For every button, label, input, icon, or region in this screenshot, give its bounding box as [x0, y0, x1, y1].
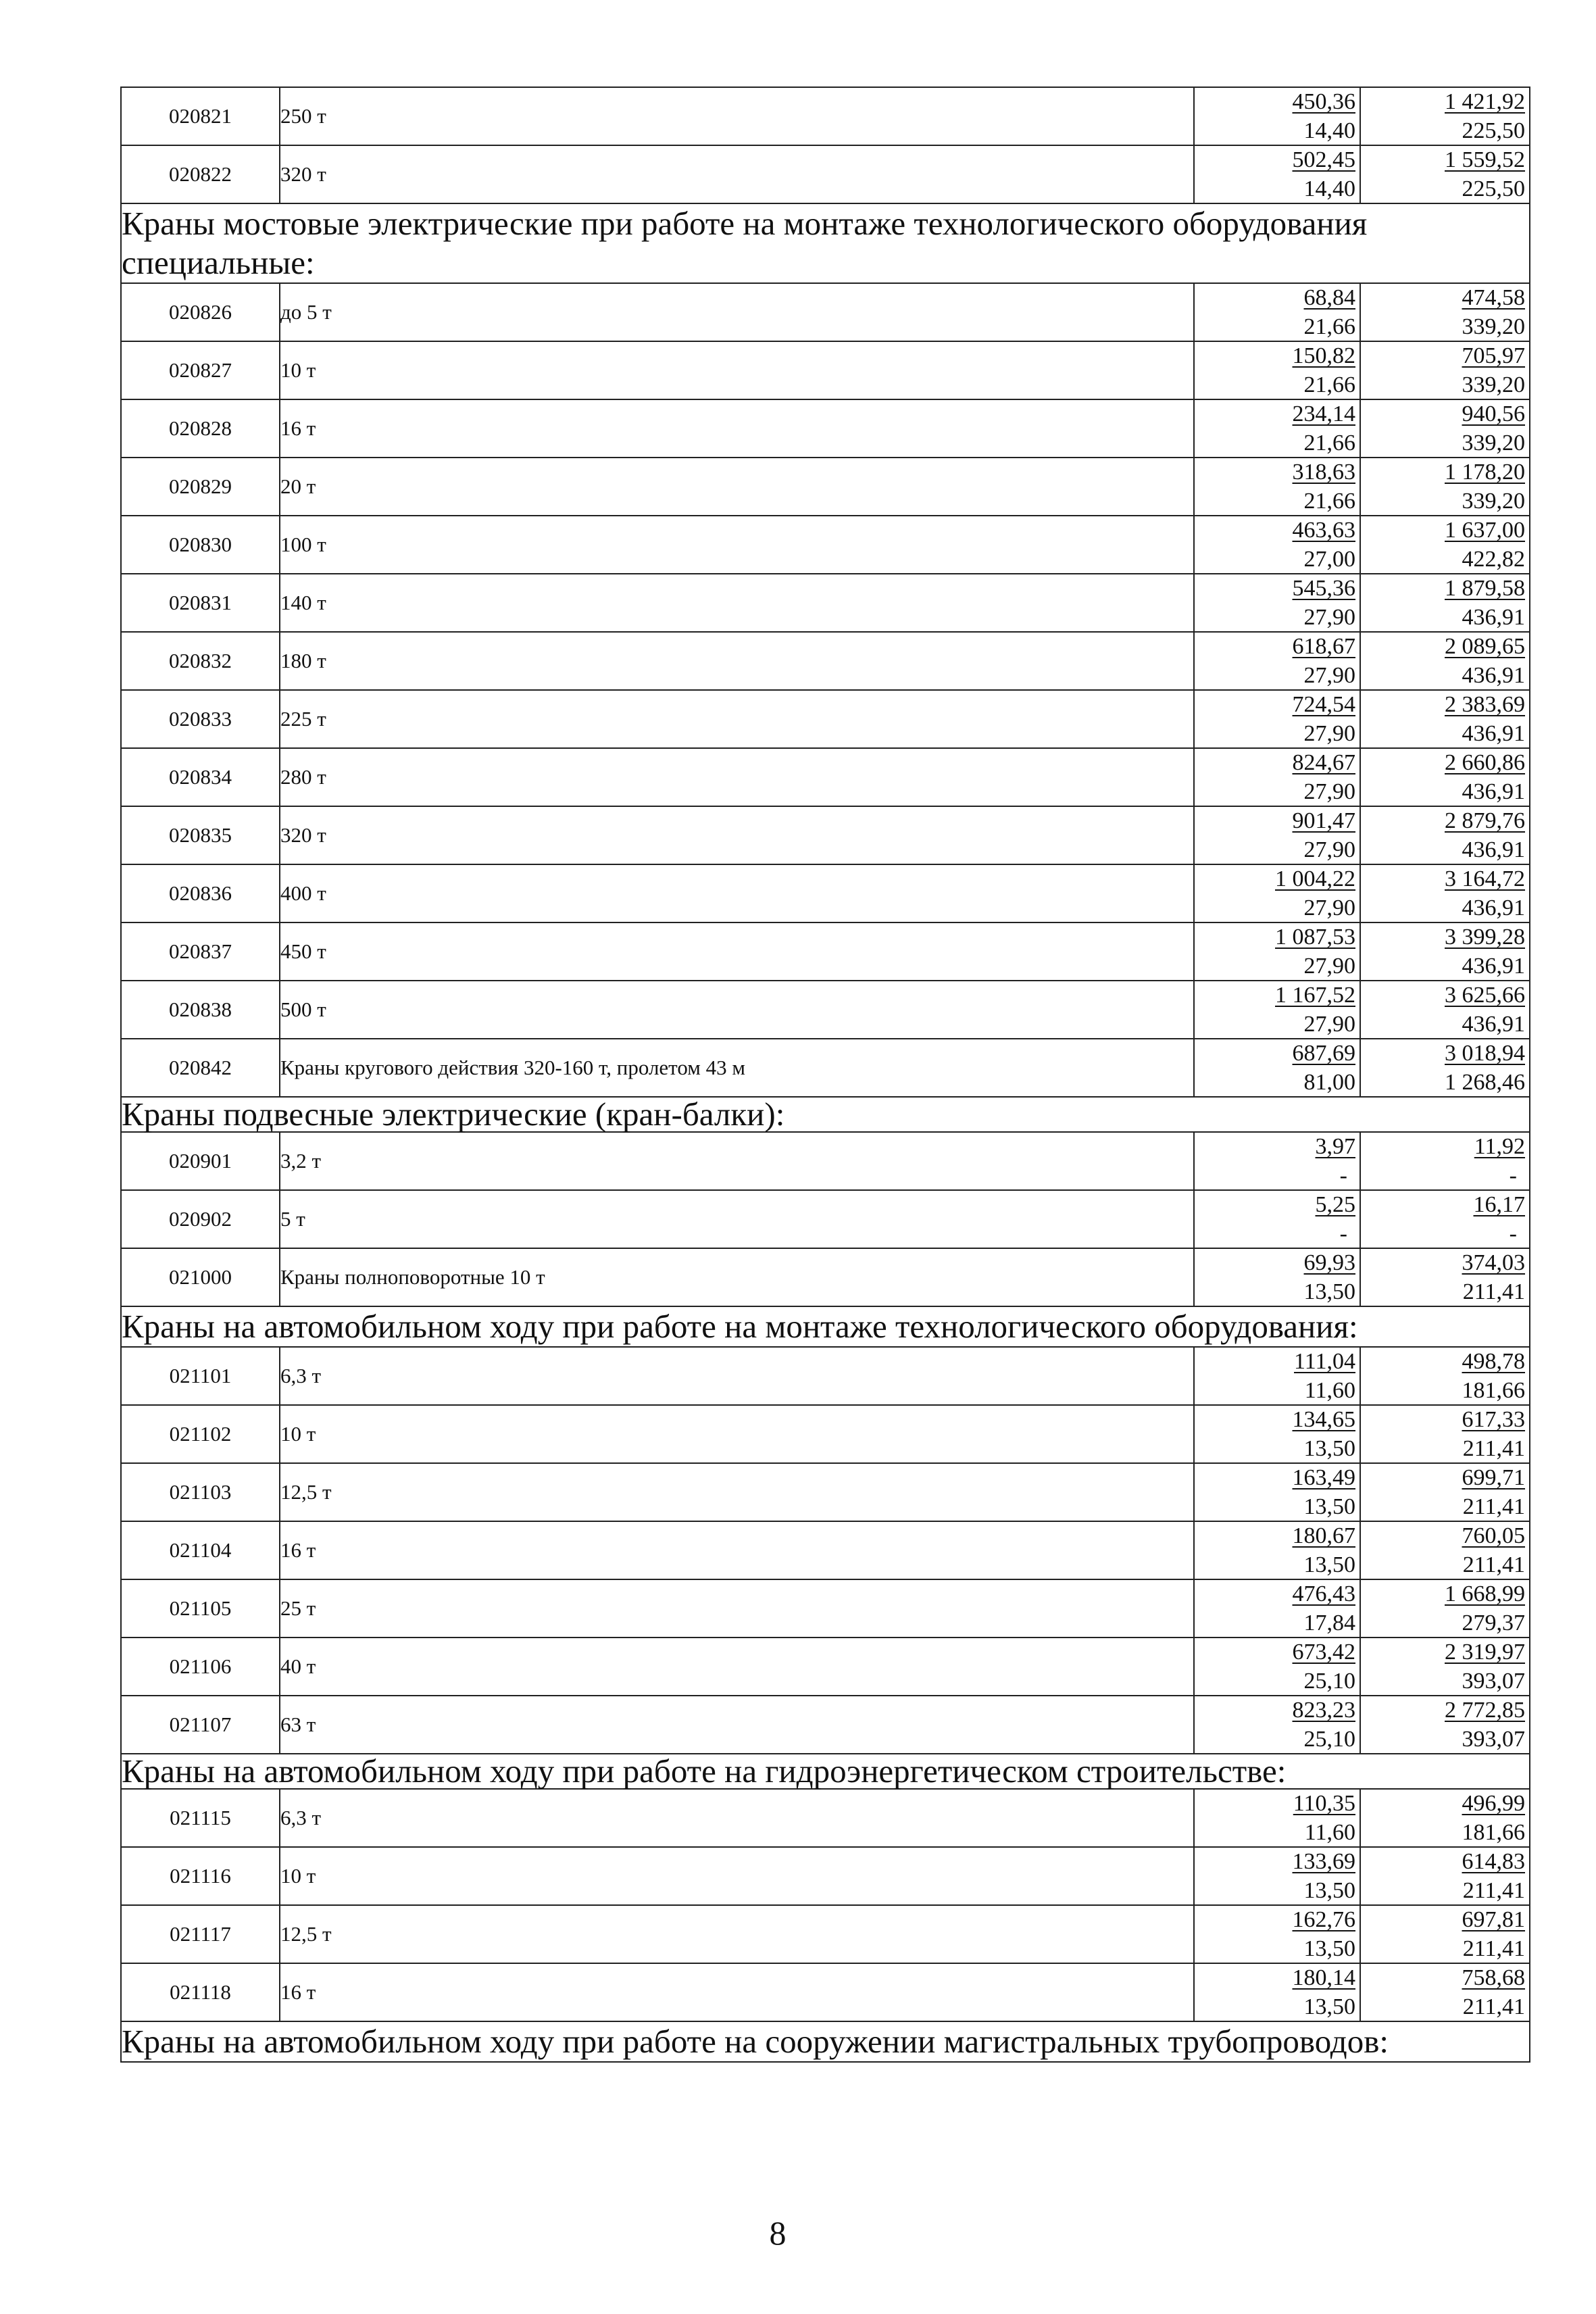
price-value: 1 559,52 [1445, 147, 1525, 172]
price-value: 476,43 [1292, 1581, 1355, 1606]
labor-value: 339,20 [1462, 314, 1525, 339]
price-value: 614,83 [1462, 1849, 1525, 1874]
resource-code: 021104 [121, 1521, 280, 1579]
resource-name: 225 т [280, 690, 1194, 748]
table-row [121, 1039, 1530, 1097]
labor-value: 21,66 [1303, 430, 1355, 456]
labor-value: - [1339, 1221, 1347, 1246]
resource-name: 12,5 т [280, 1905, 1194, 1963]
price-cell-2 [1360, 341, 1530, 399]
labor-value: 211,41 [1462, 1994, 1525, 2019]
price-cell-1 [1194, 1696, 1360, 1754]
price-cell-2 [1360, 574, 1530, 632]
labor-value: 211,41 [1462, 1936, 1525, 1961]
price-cell-2 [1360, 1463, 1530, 1521]
price-value: 724,54 [1292, 692, 1355, 717]
table-row [121, 1132, 1530, 1190]
price-cell-1 [1194, 145, 1360, 203]
price-value: 496,99 [1462, 1791, 1525, 1816]
table-row [121, 1847, 1530, 1905]
price-cell-2 [1360, 632, 1530, 690]
price-value: 1 421,92 [1445, 89, 1525, 114]
resource-name: 320 т [280, 806, 1194, 864]
table-row [121, 574, 1530, 632]
section-header-row [121, 2021, 1530, 2062]
price-value: 11,92 [1474, 1134, 1525, 1159]
labor-value: 27,00 [1303, 547, 1355, 572]
price-value: 474,58 [1462, 285, 1525, 310]
resource-code: 020835 [121, 806, 280, 864]
price-value: 545,36 [1292, 576, 1355, 601]
section-header-row [121, 203, 1530, 283]
labor-value: 436,91 [1462, 1012, 1525, 1037]
resource-name: 16 т [280, 1963, 1194, 2021]
resource-name: 20 т [280, 458, 1194, 516]
resource-code: 021102 [121, 1405, 280, 1463]
labor-value: 211,41 [1462, 1436, 1525, 1461]
resource-code: 021118 [121, 1963, 280, 2021]
price-value: 2 772,85 [1445, 1698, 1525, 1723]
price-cell-1 [1194, 1190, 1360, 1248]
resource-name: Краны полноповоротные 10 т [280, 1248, 1194, 1306]
resource-code: 020831 [121, 574, 280, 632]
price-cell-1 [1194, 1905, 1360, 1963]
price-cell-1 [1194, 1132, 1360, 1190]
price-value: 3 018,94 [1445, 1041, 1525, 1066]
price-cell-1 [1194, 748, 1360, 806]
resource-name: 180 т [280, 632, 1194, 690]
table-row [121, 458, 1530, 516]
price-value: 374,03 [1462, 1250, 1525, 1275]
section-title: Краны на автомобильном ходу при работе на монтаже технологического оборудования: [121, 1306, 1530, 1347]
resource-code: 020821 [121, 87, 280, 145]
price-value: 68,84 [1303, 285, 1355, 310]
price-cell-1 [1194, 1579, 1360, 1638]
resource-name: 320 т [280, 145, 1194, 203]
price-value: 16,17 [1473, 1192, 1525, 1217]
price-value: 234,14 [1292, 401, 1355, 426]
price-cell-2 [1360, 690, 1530, 748]
price-value: 318,63 [1292, 460, 1355, 485]
table-row [121, 341, 1530, 399]
resource-code: 021117 [121, 1905, 280, 1963]
table-row [121, 87, 1530, 145]
price-value: 180,14 [1292, 1965, 1355, 1990]
price-cell-2 [1360, 806, 1530, 864]
price-value: 758,68 [1462, 1965, 1525, 1990]
resource-code: 020830 [121, 516, 280, 574]
resource-code: 020837 [121, 922, 280, 981]
table-row [121, 690, 1530, 748]
labor-value: 339,20 [1462, 489, 1525, 514]
price-cell-1 [1194, 864, 1360, 922]
price-cell-1 [1194, 632, 1360, 690]
price-cell-1 [1194, 1789, 1360, 1847]
resource-name: 10 т [280, 1847, 1194, 1905]
price-value: 1 637,00 [1445, 518, 1525, 543]
table-row [121, 1248, 1530, 1306]
table-row [121, 283, 1530, 341]
price-cell-2 [1360, 1847, 1530, 1905]
price-cell-2 [1360, 1789, 1530, 1847]
price-cell-2 [1360, 1248, 1530, 1306]
resource-code: 020834 [121, 748, 280, 806]
price-cell-2 [1360, 1905, 1530, 1963]
section-header-row [121, 1754, 1530, 1789]
table-row [121, 922, 1530, 981]
price-cell-1 [1194, 574, 1360, 632]
resource-name: 6,3 т [280, 1347, 1194, 1405]
table-row [121, 981, 1530, 1039]
labor-value: 27,90 [1303, 721, 1355, 746]
resource-code: 020829 [121, 458, 280, 516]
price-value: 617,33 [1462, 1407, 1525, 1432]
price-cell-2 [1360, 1638, 1530, 1696]
labor-value: 27,90 [1303, 895, 1355, 920]
resource-name: 16 т [280, 399, 1194, 458]
price-value: 450,36 [1292, 89, 1355, 114]
price-cell-1 [1194, 1039, 1360, 1097]
price-value: 162,76 [1292, 1907, 1355, 1932]
price-value: 2 879,76 [1445, 808, 1525, 833]
price-value: 673,42 [1292, 1640, 1355, 1665]
resource-name: 100 т [280, 516, 1194, 574]
labor-value: 436,91 [1462, 837, 1525, 862]
table-row [121, 145, 1530, 203]
price-value: 2 660,86 [1445, 750, 1525, 775]
labor-value: 181,66 [1462, 1378, 1525, 1403]
labor-value: 21,66 [1303, 489, 1355, 514]
resource-name: 63 т [280, 1696, 1194, 1754]
resource-code: 020836 [121, 864, 280, 922]
labor-value: 14,40 [1303, 118, 1355, 143]
labor-value: 25,10 [1303, 1669, 1355, 1694]
resource-name: 6,3 т [280, 1789, 1194, 1847]
price-cell-2 [1360, 1190, 1530, 1248]
labor-value: 181,66 [1462, 1820, 1525, 1845]
price-cell-1 [1194, 1248, 1360, 1306]
labor-value: 27,90 [1303, 663, 1355, 688]
price-cell-2 [1360, 283, 1530, 341]
labor-value: 27,90 [1303, 1012, 1355, 1037]
labor-value: 13,50 [1303, 1878, 1355, 1903]
section-header-row [121, 1097, 1530, 1132]
section-title: Краны на автомобильном ходу при работе на гидроэнергетическом строительстве: [121, 1754, 1530, 1789]
labor-value: 13,50 [1303, 1436, 1355, 1461]
labor-value: 339,20 [1462, 430, 1525, 456]
price-cell-2 [1360, 458, 1530, 516]
price-value: 150,82 [1292, 343, 1355, 368]
labor-value: 81,00 [1303, 1070, 1355, 1095]
labor-value: 339,20 [1462, 372, 1525, 397]
labor-value: 27,90 [1303, 837, 1355, 862]
resource-name: 140 т [280, 574, 1194, 632]
table-row [121, 1905, 1530, 1963]
labor-value: 211,41 [1462, 1552, 1525, 1577]
table-row [121, 1696, 1530, 1754]
table-row [121, 1521, 1530, 1579]
price-value: 3 399,28 [1445, 925, 1525, 950]
price-cell-2 [1360, 1963, 1530, 2021]
resource-name: 250 т [280, 87, 1194, 145]
price-value: 1 167,52 [1275, 983, 1355, 1008]
labor-value: 27,90 [1303, 779, 1355, 804]
labor-value: 436,91 [1462, 663, 1525, 688]
labor-value: 225,50 [1462, 176, 1525, 201]
labor-value: 25,10 [1303, 1727, 1355, 1752]
table-row [121, 806, 1530, 864]
price-cell-2 [1360, 748, 1530, 806]
price-value: 463,63 [1292, 518, 1355, 543]
labor-value: 13,50 [1303, 1936, 1355, 1961]
price-value: 699,71 [1462, 1465, 1525, 1490]
price-value: 163,49 [1292, 1465, 1355, 1490]
price-value: 498,78 [1462, 1349, 1525, 1374]
price-cell-2 [1360, 87, 1530, 145]
resource-code: 021101 [121, 1347, 280, 1405]
resource-name: 450 т [280, 922, 1194, 981]
price-cell-1 [1194, 283, 1360, 341]
resource-code: 020828 [121, 399, 280, 458]
price-cell-2 [1360, 864, 1530, 922]
table-row [121, 1190, 1530, 1248]
price-cell-2 [1360, 1405, 1530, 1463]
price-cell-1 [1194, 458, 1360, 516]
price-value: 618,67 [1292, 634, 1355, 659]
resource-code: 021115 [121, 1789, 280, 1847]
table-row [121, 864, 1530, 922]
table-row [121, 1405, 1530, 1463]
price-cell-2 [1360, 1696, 1530, 1754]
labor-value: 1 268,46 [1445, 1070, 1525, 1095]
resource-code: 020822 [121, 145, 280, 203]
resource-code: 020842 [121, 1039, 280, 1097]
labor-value: 436,91 [1462, 721, 1525, 746]
price-cell-1 [1194, 1463, 1360, 1521]
table-row [121, 399, 1530, 458]
price-cell-1 [1194, 1847, 1360, 1905]
table-row [121, 516, 1530, 574]
price-value: 111,04 [1294, 1349, 1355, 1374]
labor-value: - [1509, 1163, 1517, 1188]
resource-code: 020902 [121, 1190, 280, 1248]
price-cell-1 [1194, 1963, 1360, 2021]
resource-name: 500 т [280, 981, 1194, 1039]
labor-value: 11,60 [1304, 1378, 1355, 1403]
labor-value: 13,50 [1303, 1552, 1355, 1577]
price-cell-1 [1194, 806, 1360, 864]
section-title: Краны мостовые электрические при работе на монтаже технологического оборудования специальные: [121, 203, 1530, 283]
resource-name: до 5 т [280, 283, 1194, 341]
section-title: Краны подвесные электрические (кран-балки): [121, 1097, 1530, 1132]
resource-code: 020901 [121, 1132, 280, 1190]
price-cell-2 [1360, 1039, 1530, 1097]
labor-value: 211,41 [1462, 1279, 1525, 1304]
resource-name: 16 т [280, 1521, 1194, 1579]
price-value: 823,23 [1292, 1698, 1355, 1723]
rate-table-body [121, 87, 1530, 2062]
labor-value: - [1509, 1221, 1517, 1246]
labor-value: 14,40 [1303, 176, 1355, 201]
labor-value: 422,82 [1462, 547, 1525, 572]
price-value: 2 383,69 [1445, 692, 1525, 717]
price-cell-2 [1360, 145, 1530, 203]
price-cell-2 [1360, 516, 1530, 574]
labor-value: 27,90 [1303, 605, 1355, 630]
price-cell-1 [1194, 1638, 1360, 1696]
table-row [121, 1963, 1530, 2021]
labor-value: 21,66 [1303, 372, 1355, 397]
table-row [121, 748, 1530, 806]
section-title: Краны на автомобильном ходу при работе на сооружении магистральных трубопроводов: [121, 2021, 1530, 2062]
price-value: 1 668,99 [1445, 1581, 1525, 1606]
labor-value: 436,91 [1462, 779, 1525, 804]
price-value: 69,93 [1303, 1250, 1355, 1275]
table-row [121, 632, 1530, 690]
price-cell-1 [1194, 516, 1360, 574]
price-value: 3 625,66 [1445, 983, 1525, 1008]
price-value: 1 004,22 [1275, 866, 1355, 891]
resource-name: 3,2 т [280, 1132, 1194, 1190]
price-cell-1 [1194, 1521, 1360, 1579]
price-cell-2 [1360, 1347, 1530, 1405]
labor-value: 393,07 [1462, 1727, 1525, 1752]
resource-code: 021107 [121, 1696, 280, 1754]
labor-value: 225,50 [1462, 118, 1525, 143]
resource-code: 020833 [121, 690, 280, 748]
price-value: 133,69 [1292, 1849, 1355, 1874]
labor-value: 11,60 [1304, 1820, 1355, 1845]
resource-code: 020832 [121, 632, 280, 690]
labor-value: 211,41 [1462, 1878, 1525, 1903]
table-row [121, 1638, 1530, 1696]
resource-code: 021116 [121, 1847, 280, 1905]
price-value: 1 879,58 [1445, 576, 1525, 601]
resource-code: 021105 [121, 1579, 280, 1638]
resource-code: 021103 [121, 1463, 280, 1521]
labor-value: 436,91 [1462, 954, 1525, 979]
price-value: 1 087,53 [1275, 925, 1355, 950]
resource-name: 10 т [280, 1405, 1194, 1463]
table-row [121, 1579, 1530, 1638]
price-value: 705,97 [1462, 343, 1525, 368]
price-cell-1 [1194, 341, 1360, 399]
resource-name: 40 т [280, 1638, 1194, 1696]
labor-value: 436,91 [1462, 605, 1525, 630]
price-cell-2 [1360, 1579, 1530, 1638]
labor-value: 13,50 [1303, 1994, 1355, 2019]
labor-value: 27,90 [1303, 954, 1355, 979]
price-value: 687,69 [1292, 1041, 1355, 1066]
price-cell-2 [1360, 1132, 1530, 1190]
price-cell-2 [1360, 399, 1530, 458]
price-value: 901,47 [1292, 808, 1355, 833]
resource-name: Краны кругового действия 320-160 т, пролетом 43 м [280, 1039, 1194, 1097]
price-value: 2 319,97 [1445, 1640, 1525, 1665]
price-cell-1 [1194, 87, 1360, 145]
section-header-row [121, 1306, 1530, 1347]
price-value: 697,81 [1462, 1907, 1525, 1932]
resource-name: 25 т [280, 1579, 1194, 1638]
resource-code: 021106 [121, 1638, 280, 1696]
price-value: 3,97 [1315, 1134, 1355, 1159]
price-cell-2 [1360, 922, 1530, 981]
labor-value: 211,41 [1462, 1494, 1525, 1519]
table-row [121, 1789, 1530, 1847]
labor-value: 393,07 [1462, 1669, 1525, 1694]
page-number: 8 [769, 2214, 787, 2252]
labor-value: 13,50 [1303, 1279, 1355, 1304]
price-cell-1 [1194, 922, 1360, 981]
price-value: 824,67 [1292, 750, 1355, 775]
price-cell-1 [1194, 1405, 1360, 1463]
labor-value: - [1339, 1163, 1347, 1188]
rate-table [120, 87, 1530, 2063]
price-value: 502,45 [1292, 147, 1355, 172]
price-value: 134,65 [1292, 1407, 1355, 1432]
price-value: 940,56 [1462, 401, 1525, 426]
price-value: 3 164,72 [1445, 866, 1525, 891]
resource-code: 020827 [121, 341, 280, 399]
resource-name: 10 т [280, 341, 1194, 399]
labor-value: 21,66 [1303, 314, 1355, 339]
price-cell-2 [1360, 981, 1530, 1039]
price-cell-1 [1194, 981, 1360, 1039]
price-cell-1 [1194, 690, 1360, 748]
labor-value: 13,50 [1303, 1494, 1355, 1519]
price-cell-1 [1194, 399, 1360, 458]
resource-name: 5 т [280, 1190, 1194, 1248]
price-value: 1 178,20 [1445, 460, 1525, 485]
resource-code: 020838 [121, 981, 280, 1039]
labor-value: 279,37 [1462, 1610, 1525, 1635]
price-value: 760,05 [1462, 1523, 1525, 1548]
price-cell-1 [1194, 1347, 1360, 1405]
resource-name: 400 т [280, 864, 1194, 922]
table-row [121, 1463, 1530, 1521]
resource-code: 020826 [121, 283, 280, 341]
price-value: 180,67 [1292, 1523, 1355, 1548]
price-value: 2 089,65 [1445, 634, 1525, 659]
labor-value: 436,91 [1462, 895, 1525, 920]
price-value: 110,35 [1293, 1791, 1355, 1816]
resource-name: 280 т [280, 748, 1194, 806]
resource-name: 12,5 т [280, 1463, 1194, 1521]
price-value: 5,25 [1315, 1192, 1355, 1217]
labor-value: 17,84 [1303, 1610, 1355, 1635]
table-row [121, 1347, 1530, 1405]
price-cell-2 [1360, 1521, 1530, 1579]
resource-code: 021000 [121, 1248, 280, 1306]
